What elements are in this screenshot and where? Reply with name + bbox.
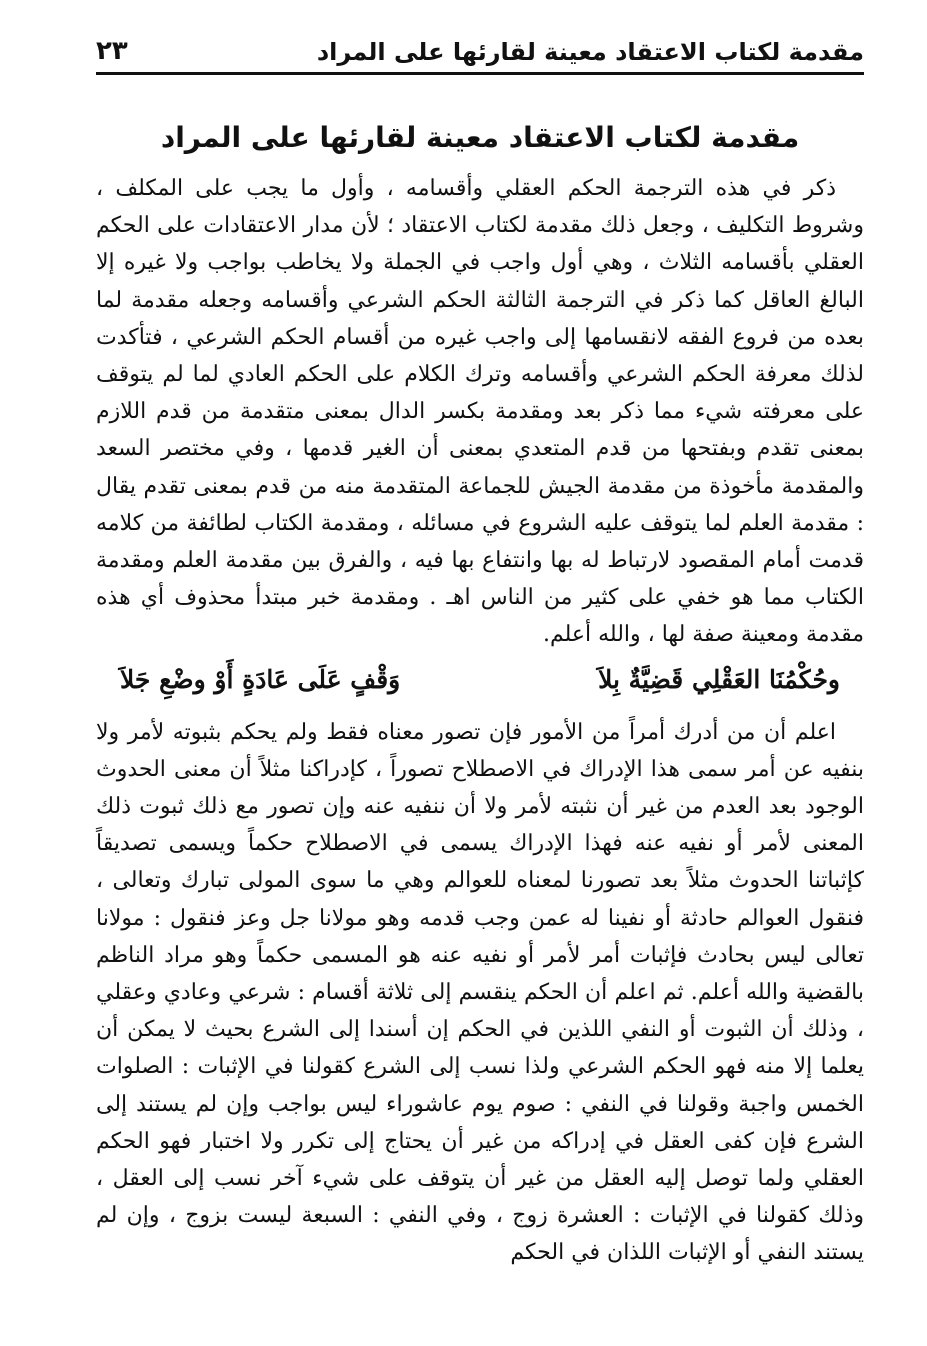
section-title: مقدمة لكتاب الاعتقاد معينة لقارئها على المراد bbox=[160, 121, 800, 154]
paragraph-intro-text: ذكر في هذه الترجمة الحكم العقلي وأقسامه ، وأول ما يجب على المكلف ، وشروط التكليف ، وجعل ذلك مقدمة لكتاب الاعتقاد ؛ لأن مدار الاعتقادات على الحكم العقلي بأقسامه الثلاث ، وهي أول واجب في الجملة ولا يخاطب بواجب ولا غيره إلا البالغ العاقل كما ذكر في الترجمة الثالثة الحكم الشرعي وأقسامه وجعله مقدمة لما بعده من فروع الفقه لانقسامها إلى واجب غيره من أقسام الحكم الشرعي ، فتأكدت لذلك معرفة الحكم الشرعي وأقسامه وترك الكلام على الحكم العادي لما لم يتوقف على معرفته شيء مما ذكر بعد ومقدمة بكسر الدال بمعنى متقدمة من قدم اللازم بمعنى تقدم وبفتحها من قدم المتعدي بمعنى أن الغير قدمها ، وفي مختصر السعد والمقدمة مأخوذة من مقدمة الجيش للجماعة المتقدمة منه من قدم بمعنى تقدم يقال : مقدمة العلم لما يتوقف عليه الشروع في مسائله ، ومقدمة الكتاب لطائفة من كلامه قدمت أمام المقصود لارتباط له بها وانتفاع بها فيه ، والفرق بين مقدمة العلم ومقدمة الكتاب مما هو خفي على كثير من الناس اهـ . ومقدمة خبر مبتدأ محذوف أي هذه مقدمة ومعينة صفة لها ، والله أعلم. bbox=[96, 176, 864, 648]
verse-line bbox=[96, 658, 864, 702]
running-header bbox=[96, 28, 864, 75]
verse-second-hemistich: وَقْفٍ عَلَى عَادَةٍ أَوْ وضْعِ جَلاَ bbox=[120, 664, 401, 694]
running-title: مقدمة لكتاب الاعتقاد معينة لقارئها على المراد bbox=[316, 38, 864, 66]
verse-first-hemistich: وحُكْمُنَا العَقْلِي قَضِيَّةٌ بِلاَ bbox=[598, 664, 840, 694]
book-page bbox=[96, 28, 864, 1328]
page-number: ٢٣ bbox=[96, 36, 128, 66]
paragraph-commentary-text: اعلم أن من أدرك أمراً من الأمور فإن تصور معناه فقط ولم يحكم بثبوته لأمر ولا بنفيه عن أمر سمى هذا الإدراك في الاصطلاح تصوراً ، كإدراكنا مثلاً أن معنى الحدوث الوجود بعد العدم من غير أن نثبته لأمر ولا أن ننفيه عنه وإن تصور مع ذلك ثبوت ذلك المعنى لأمر أو نفيه عنه فهذا الإدراك يسمى في الاصطلاح حكماً ويسمى تصديقاً كإثباتنا الحدوث مثلاً بعد تصورنا لمعناه للعوالم وهي ما سوى المولى تبارك وتعالى ، فنقول العوالم حادثة أو نفينا له عمن وجب قدمه وهو مولانا جل وعز فنقول : مولانا تعالى ليس بحادث فإثبات أمر لأمر أو نفيه عنه هو المسمى حكماً وهو مراد الناظم بالقضية والله أعلم. ثم اعلم أن الحكم ينقسم إلى ثلاثة أقسام : شرعي وعادي وعقلي ، وذلك أن الثبوت أو النفي اللذين في الحكم إن أسندا إلى الشرع بحيث لا يمكن أن يعلما إلا منه فهو الحكم الشرعي ولذا نسب إلى الشرع كقولنا في الإثبات : الصلوات الخمس واجبة وقولنا في النفي : صوم يوم عاشوراء ليس بواجب وإن لم يستند إلى الشرع فإن كفى العقل في إدراكه من غير أن يحتاج إلى تكرر ولا اختبار فهو الحكم العقلي ولما توصل إليه العقل من غير أن يتوقف على شيء آخر نسب إلى العقل ، وذلك كقولنا في الإثبات : العشرة زوج ، وفي النفي : السبعة ليست بزوج ، وإن لم يستند النفي أو الإثبات اللذان في الحكم bbox=[96, 719, 864, 1266]
paragraph-commentary bbox=[96, 714, 864, 1272]
paragraph-intro bbox=[96, 170, 864, 654]
